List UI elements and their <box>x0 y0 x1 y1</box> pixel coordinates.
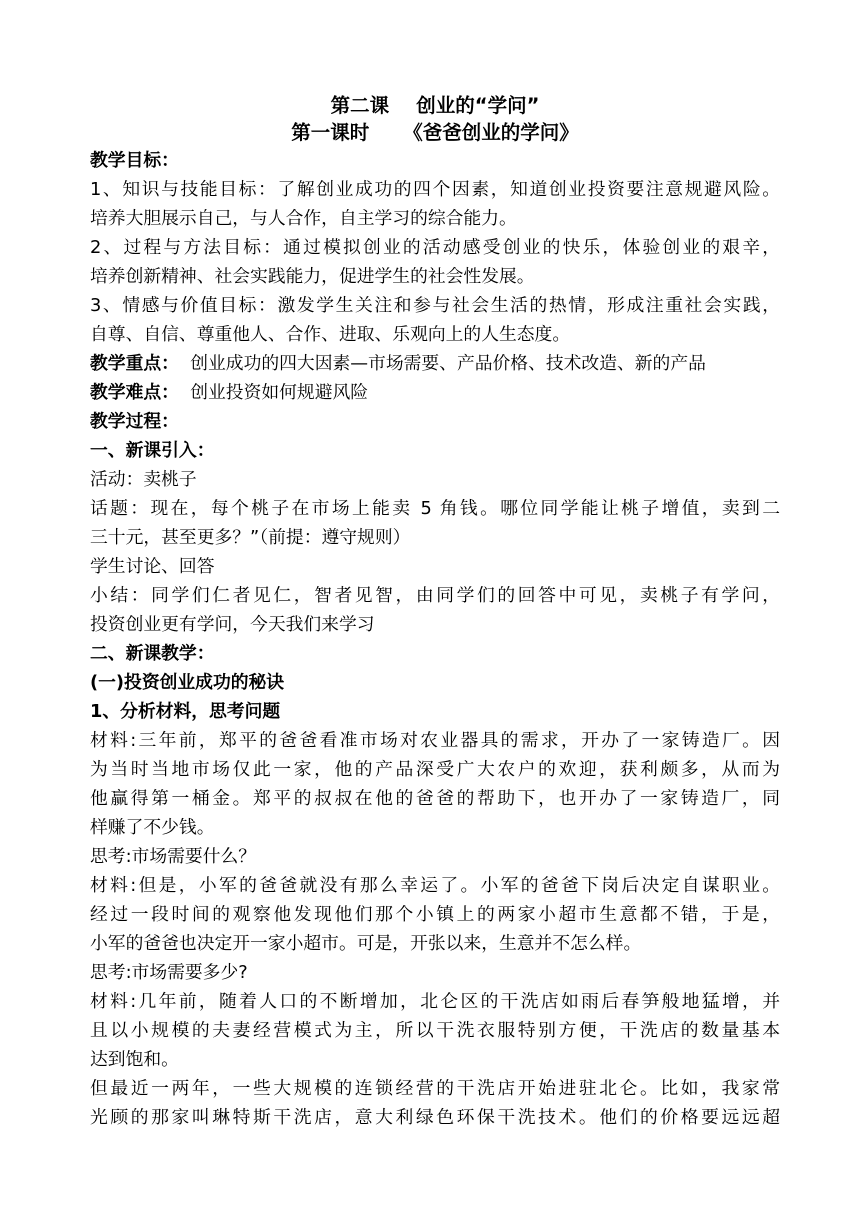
text-line: 小结：同学们仁者见仁，智者见智，由同学们的回答中可见，卖桃子有学问， <box>90 585 780 606</box>
text-line: 3、情感与价值目标：激发学生关注和参与社会生活的热情，形成注重社会实践， <box>90 295 780 316</box>
text-line: 材料:几年前，随着人口的不断增加，北仑区的干洗店如雨后春笋般地猛增，并 <box>90 991 780 1012</box>
lesson-title: 第二课 创业的“学问” <box>330 94 540 117</box>
text-line: 达到饱和。 <box>90 1049 179 1070</box>
document-body <box>90 146 780 1132</box>
text-line: 自尊、自信、尊重他人、合作、进取、乐观向上的人生态度。 <box>90 324 571 345</box>
text-line: 材料:三年前，郑平的爸爸看准市场对农业器具的需求，开办了一家铸造厂。因 <box>90 730 780 751</box>
text-line: 三十元，甚至更多？”（前提：遵守规则） <box>90 527 411 548</box>
text-line: 小军的爸爸也决定开一家小超市。可是，开张以来，生意并不怎么样。 <box>90 933 642 954</box>
text-line: 话题：现在，每个桃子在市场上能卖 5 角钱。哪位同学能让桃子增值，卖到二 <box>90 498 780 519</box>
section-text: 创业成功的四大因素—市场需要、产品价格、技术改造、新的产品 <box>178 353 706 374</box>
text-line: 他赢得第一桶金。郑平的叔叔在他的爸爸的帮助下，也开办了一家铸造厂，同 <box>90 788 780 809</box>
text-line <box>90 349 780 378</box>
text-line: 学生讨论、回答 <box>90 556 215 577</box>
text-line <box>90 378 780 407</box>
section-text: 创业投资如何规避风险 <box>178 382 369 403</box>
text-line: 材料:但是，小军的爸爸就没有那么幸运了。小军的爸爸下岗后决定自谋职业。 <box>90 875 780 896</box>
text-line: 且以小规模的夫妻经营模式为主，所以干洗衣服特别方便，干洗店的数量基本 <box>90 1020 780 1041</box>
text-line: 样赚了不少钱。 <box>90 817 215 838</box>
text-line: 为当时当地市场仅此一家，他的产品深受广大农户的欢迎，获利颇多，从而为 <box>90 759 780 780</box>
text-line: 1、知识与技能目标：了解创业成功的四个因素，知道创业投资要注意规避风险。 <box>90 179 780 200</box>
text-line: 思考:市场需要什么？ <box>90 846 257 867</box>
text-line: 一、新课引入： <box>90 440 215 461</box>
section-label: 教学难点： <box>90 382 179 403</box>
text-line: 思考:市场需要多少? <box>90 962 248 983</box>
section-label: 教学重点： <box>90 353 179 374</box>
text-line: 教学过程： <box>90 411 179 432</box>
text-line: 但最近一两年，一些大规模的连锁经营的干洗店开始进驻北仑。比如，我家常 <box>90 1078 780 1099</box>
period-title: 第一课时 《爸爸创业的学问》 <box>291 121 579 144</box>
text-line: 投资创业更有学问，今天我们来学习 <box>90 614 375 635</box>
text-line: 活动：卖桃子 <box>90 469 197 490</box>
text-line: 经过一段时间的观察他发现他们那个小镇上的两家小超市生意都不错，于是， <box>90 904 780 925</box>
text-line: 1、分析材料，思考问题 <box>90 701 281 722</box>
text-line: 光顾的那家叫琳特斯干洗店，意大利绿色环保干洗技术。他们的价格要远远超 <box>90 1107 780 1128</box>
text-line: 培养大胆展示自己，与人合作，自主学习的综合能力。 <box>90 208 517 229</box>
document-page <box>90 92 780 1132</box>
text-line: (一)投资创业成功的秘诀 <box>90 672 285 693</box>
text-line: 培养创新精神、社会实践能力，促进学生的社会性发展。 <box>90 266 535 287</box>
text-line: 2、过程与方法目标：通过模拟创业的活动感受创业的快乐，体验创业的艰辛， <box>90 237 780 258</box>
text-line: 二、新课教学： <box>90 643 215 664</box>
text-line: 教学目标： <box>90 150 179 171</box>
